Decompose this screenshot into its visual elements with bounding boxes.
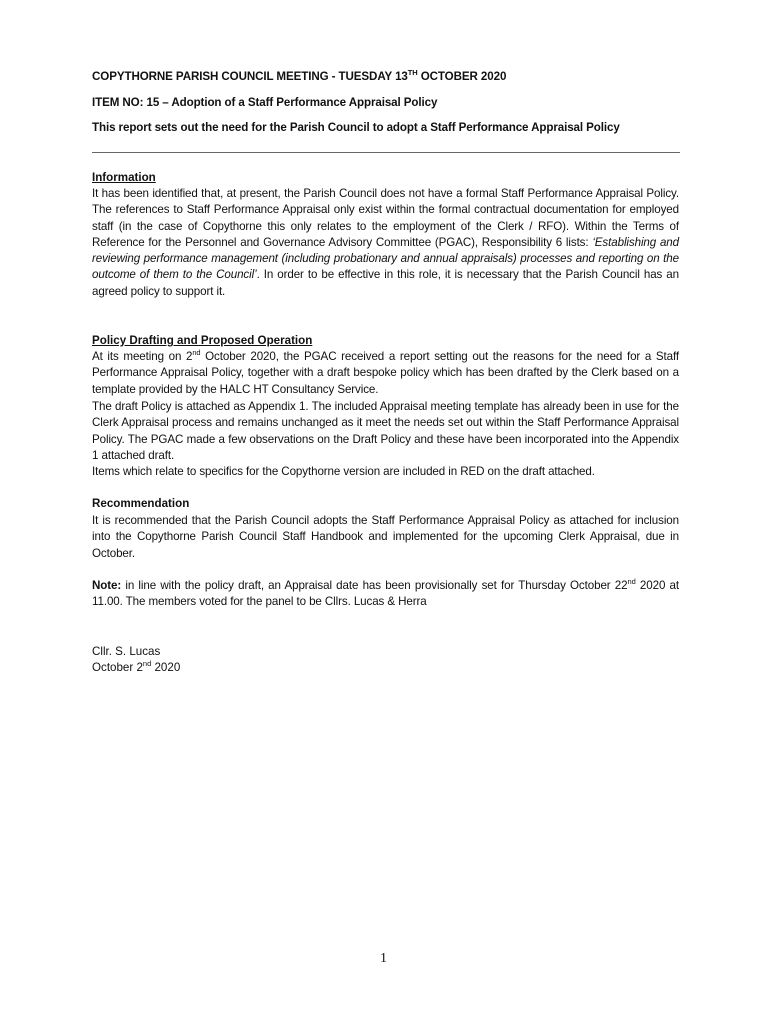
signature-date: October 2nd 2020	[92, 659, 181, 674]
note-paragraph: Note: in line with the policy draft, an Appraisal date has been provisionally set for Thursday October 22nd 2020 at 11.00. The members voted for the panel to be Cllrs. Lucas & Herra	[92, 577, 680, 609]
item-title: ITEM NO: 15 – Adoption of a Staff Performance Appraisal Policy	[92, 96, 438, 109]
page-number: 1	[380, 951, 387, 966]
meeting-title: COPYTHORNE PARISH COUNCIL MEETING - TUESDAY 13TH OCTOBER 2020	[92, 68, 507, 83]
recommendation-paragraph: It is recommended that the Parish Council adopts the Staff Performance Appraisal Policy as attached for inclusion into the Copythorne Parish Council Staff Handbook and implemented for the upcoming Clerk Appraisal, due in October.	[92, 514, 679, 560]
policy-paragraph-3: Items which relate to specifics for the Copythorne version are included in RED on the draft attached.	[92, 465, 595, 478]
divider	[92, 152, 680, 153]
signature-name: Cllr. S. Lucas	[92, 645, 161, 658]
recommendation-heading: Recommendation	[92, 497, 190, 510]
report-summary: This report sets out the need for the Parish Council to adopt a Staff Performance Appraisal Policy	[92, 121, 620, 134]
policy-paragraph-1: At its meeting on 2nd October 2020, the PGAC received a report setting out the reasons for the need for a Staff Performance Appraisal Policy, together with a draft bespoke policy which has been drafted by the Clerk based on a template provided by the HALC HT Consultancy Service.	[92, 348, 679, 396]
information-heading: Information	[92, 171, 156, 184]
policy-paragraph-2: The draft Policy is attached as Appendix 1. The included Appraisal meeting template has already been in use for the Clerk Appraisal process and remains unchanged as it meet the needs set out within the Staff Performance Appraisal Policy. The PGAC made a few observations on the Draft Policy and these have been incorporated into the Appendix 1 attached draft.	[92, 400, 679, 462]
policy-heading: Policy Drafting and Proposed Operation	[92, 334, 313, 347]
information-paragraph: It has been identified that, at present, the Parish Council does not have a formal Staff Performance Appraisal Policy. The references to Staff Performance Appraisal only exist within the formal contractual documentation for employed staff (in the case of Copythorne this only relates to the employment of the Clerk / RFO). Within the Terms of Reference for the Personnel and Governance Advisory Committee (PGAC), Responsibility 6 lists: ‘Establishing and reviewing performance management (including probationary and annual appraisals) processes and reporting on the outcome of them to the Council’. In order to be effective in this role, it is necessary that the Parish Council has an agreed policy to support it.	[92, 187, 679, 298]
